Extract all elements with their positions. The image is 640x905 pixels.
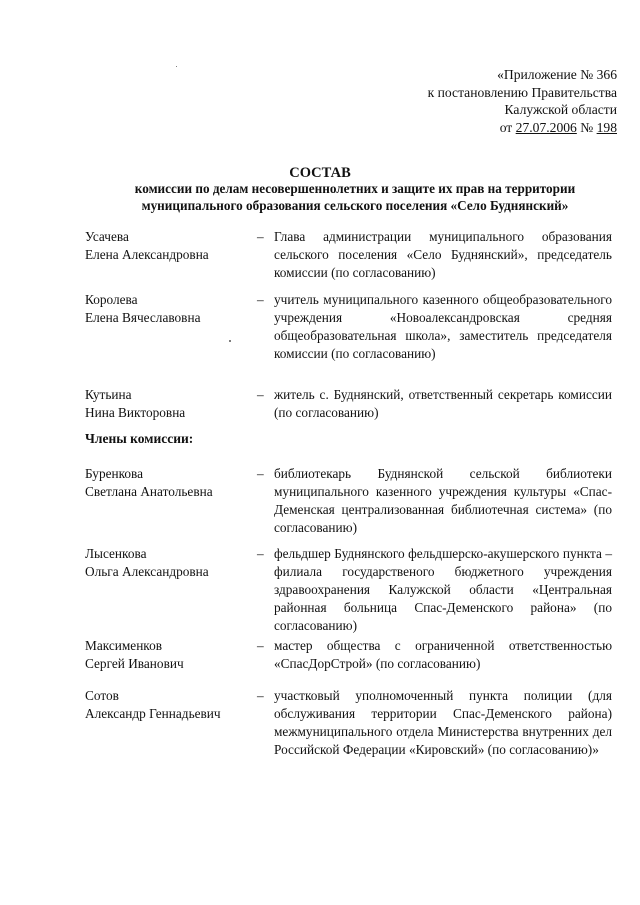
member-role: библиотекарь Буднянской сельской библиотеки муниципального казенного учреждения культуры «Спас-Деменская централизованная библиотечная система» (по согласованию) (274, 466, 612, 535)
document-subtitle (60, 181, 640, 214)
member-role: участковый уполномоченный пункта полиции (для обслуживания территории Спас-Деменского района) межмуниципального отдела Министерства внутренних дел Российской Федерации «Кировский» (по согласованию)» (274, 688, 612, 757)
member-given-names: Александр Геннадьевич (85, 706, 221, 721)
resolution-reference: к постановлению Правительства (427, 84, 617, 100)
dash-separator: – (257, 638, 264, 653)
region-name: Калужской области (504, 102, 617, 117)
member-given-names: Елена Вячеславовна (85, 310, 201, 325)
member-name (85, 465, 255, 501)
members-heading: Члены комиссии: (85, 431, 194, 446)
scan-speck (229, 340, 231, 342)
member-surname: Усачева (85, 229, 129, 244)
member-role: Глава администрации муниципального образования сельского поселения «Село Буднянский», председатель комиссии (по согласованию) (274, 229, 612, 280)
appendix-header (428, 66, 617, 136)
member-given-names: Светлана Анатольевна (85, 484, 213, 499)
appendix-number: «Приложение № 366 (497, 67, 617, 82)
number-prefix: № (576, 119, 597, 135)
dash-separator: – (257, 229, 264, 244)
member-surname: Сотов (85, 688, 119, 703)
member-surname: Лысенкова (85, 546, 147, 561)
member-name (85, 291, 255, 327)
subtitle-line-2: муниципального образования сельского поселения «Село Буднянский» (141, 197, 569, 213)
member-given-names: Ольга Александровна (85, 564, 209, 579)
member-given-names: Елена Александровна (85, 247, 209, 262)
resolution-date: 27.07.2006 (515, 119, 577, 135)
member-role: мастер общества с ограниченной ответственностью «СпасДорСтрой» (по согласованию) (274, 638, 612, 671)
member-role: фельдшер Буднянского фельдшерско-акушерского пункта – филиала государственого бюджетного учреждения здравоохранения Калужской области «Центральная районная больница Спас-Деменского района» (по согласованию) (274, 546, 612, 633)
subtitle-line-1: комиссии по делам несовершеннолетних и защите их прав на территории (134, 181, 576, 196)
member-name (85, 545, 255, 581)
dash-separator: – (257, 387, 264, 402)
member-role: житель с. Буднянский, ответственный секретарь комиссии (по согласованию) (274, 387, 612, 420)
resolution-date-line (428, 119, 617, 137)
member-name (85, 637, 255, 673)
member-given-names: Сергей Иванович (85, 656, 184, 671)
member-surname: Королева (85, 292, 138, 307)
member-role: учитель муниципального казенного общеобразовательного учреждения «Новоалександровская средняя общеобразовательная школа», заместитель председателя комиссии (по согласованию) (274, 292, 612, 361)
member-surname: Кутьина (85, 387, 132, 402)
resolution-number: 198 (596, 119, 617, 135)
dash-separator: – (257, 292, 264, 307)
dash-separator: – (257, 546, 264, 561)
member-name (85, 228, 255, 264)
date-prefix: от (499, 119, 516, 135)
dash-separator: – (257, 466, 264, 481)
member-surname: Максименков (85, 638, 163, 653)
member-name (85, 687, 255, 723)
member-surname: Буренкова (85, 466, 144, 481)
scan-speck (176, 66, 177, 67)
document-title: СОСТАВ (289, 165, 351, 181)
member-name (85, 386, 255, 422)
dash-separator: – (257, 688, 264, 703)
member-given-names: Нина Викторовна (85, 405, 186, 420)
